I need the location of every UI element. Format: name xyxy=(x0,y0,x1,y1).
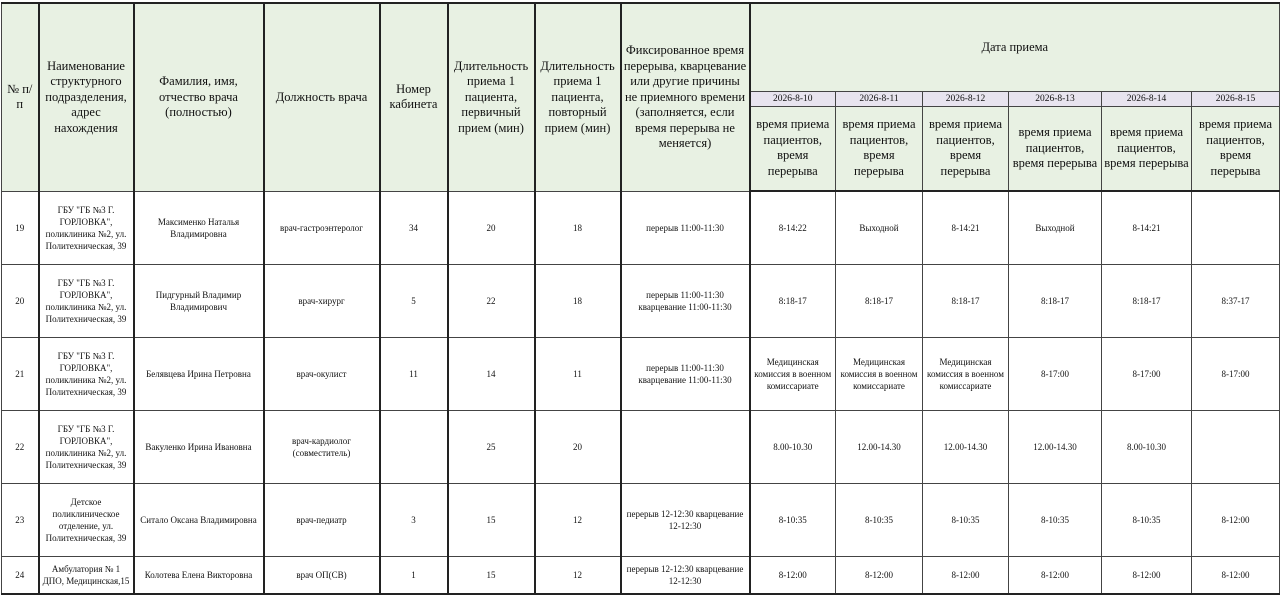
cell-day-schedule: 8:18-17 xyxy=(1009,265,1102,338)
cell-cabinet: 5 xyxy=(380,265,448,338)
cell-duration-primary: 25 xyxy=(448,411,535,484)
table-row xyxy=(2,411,1280,484)
cell-day-schedule: 8-12:00 xyxy=(1192,484,1280,557)
col-header-position: Должность врача xyxy=(264,3,380,191)
cell-duration-repeat: 18 xyxy=(535,191,621,265)
cell-num: 19 xyxy=(2,191,39,265)
date-header: 2026-8-10 xyxy=(750,91,836,106)
cell-position: врач ОП(СВ) xyxy=(264,557,380,595)
col-header-date-group: Дата приема xyxy=(750,3,1280,91)
cell-day-schedule: 8:18-17 xyxy=(750,265,836,338)
table-row xyxy=(2,484,1280,557)
col-header-dept: Наименование структурного подразделения, адрес нахождения xyxy=(39,3,134,191)
col-header-break: Фиксированное время перерыва, кварцевание или другие причины не приемного времени (заполняется, если время перерыва не меняется) xyxy=(621,3,750,191)
cell-duration-repeat: 12 xyxy=(535,484,621,557)
cell-day-schedule: 8-10:35 xyxy=(1102,484,1192,557)
cell-dept: Детское поликлиническое отделение, ул. Политехническая, 39 xyxy=(39,484,134,557)
cell-cabinet: 3 xyxy=(380,484,448,557)
cell-num: 21 xyxy=(2,338,39,411)
cell-day-schedule: 8-12:00 xyxy=(923,557,1009,595)
cell-day-schedule: 8.00-10.30 xyxy=(1102,411,1192,484)
cell-cabinet: 1 xyxy=(380,557,448,595)
cell-cabinet: 11 xyxy=(380,338,448,411)
cell-break: перерыв 12-12:30 кварцевание 12-12:30 xyxy=(621,557,750,595)
cell-duration-repeat: 18 xyxy=(535,265,621,338)
cell-break xyxy=(621,411,750,484)
cell-day-schedule: 8-12:00 xyxy=(750,557,836,595)
cell-day-schedule: Выходной xyxy=(1009,191,1102,265)
date-header: 2026-8-12 xyxy=(923,91,1009,106)
cell-doctor-name: Пидгурный Владимир Владимирович xyxy=(134,265,264,338)
cell-day-schedule: 8:18-17 xyxy=(836,265,923,338)
cell-day-schedule: 8:37-17 xyxy=(1192,265,1280,338)
cell-break: перерыв 11:00-11:30 xyxy=(621,191,750,265)
cell-doctor-name: Вакуленко Ирина Ивановна xyxy=(134,411,264,484)
cell-day-schedule: Медицинская комиссия в военном комиссариате xyxy=(923,338,1009,411)
cell-position: врач-кардиолог (совместитель) xyxy=(264,411,380,484)
date-header: 2026-8-11 xyxy=(836,91,923,106)
col-header-name: Фамилия, имя, отчество врача (полностью) xyxy=(134,3,264,191)
cell-day-schedule: 8-12:00 xyxy=(1192,557,1280,595)
cell-break: перерыв 11:00-11:30 кварцевание 11:00-11:30 xyxy=(621,338,750,411)
table-row xyxy=(2,191,1280,265)
col-header-duration-repeat: Длительность приема 1 пациента, повторный прием (мин) xyxy=(535,3,621,191)
cell-duration-primary: 15 xyxy=(448,484,535,557)
cell-day-schedule: 8-12:00 xyxy=(836,557,923,595)
cell-dept: Амбулатория № 1 ДПО, Медицинская,15 xyxy=(39,557,134,595)
time-label-header: время приема пациентов, время перерыва xyxy=(1192,106,1280,191)
cell-day-schedule: Медицинская комиссия в военном комиссариате xyxy=(750,338,836,411)
cell-num: 24 xyxy=(2,557,39,595)
cell-day-schedule: 8-10:35 xyxy=(923,484,1009,557)
date-header: 2026-8-15 xyxy=(1192,91,1280,106)
cell-position: врач-педиатр xyxy=(264,484,380,557)
col-header-duration-primary: Длительность приема 1 пациента, первичный прием (мин) xyxy=(448,3,535,191)
cell-duration-repeat: 12 xyxy=(535,557,621,595)
cell-position: врач-окулист xyxy=(264,338,380,411)
cell-day-schedule: 8-14:21 xyxy=(923,191,1009,265)
cell-day-schedule: 8:18-17 xyxy=(923,265,1009,338)
cell-doctor-name: Колотева Елена Викторовна xyxy=(134,557,264,595)
cell-day-schedule: 8-17:00 xyxy=(1009,338,1102,411)
cell-day-schedule: 8:18-17 xyxy=(1102,265,1192,338)
cell-day-schedule: 8-10:35 xyxy=(1009,484,1102,557)
time-label-header: время приема пациентов, время перерыва xyxy=(836,106,923,191)
cell-day-schedule: 8-14:22 xyxy=(750,191,836,265)
cell-cabinet xyxy=(380,411,448,484)
cell-day-schedule: 8-12:00 xyxy=(1102,557,1192,595)
date-header: 2026-8-14 xyxy=(1102,91,1192,106)
cell-day-schedule: 8-10:35 xyxy=(750,484,836,557)
cell-break: перерыв 12-12:30 кварцевание 12-12:30 xyxy=(621,484,750,557)
table-row xyxy=(2,557,1280,595)
cell-doctor-name: Ситало Оксана Владимировна xyxy=(134,484,264,557)
cell-day-schedule: Выходной xyxy=(836,191,923,265)
cell-day-schedule xyxy=(1192,191,1280,265)
cell-day-schedule: 8.00-10.30 xyxy=(750,411,836,484)
cell-duration-primary: 14 xyxy=(448,338,535,411)
cell-doctor-name: Максименко Наталья Владимировна xyxy=(134,191,264,265)
cell-day-schedule xyxy=(1192,411,1280,484)
time-label-header: время приема пациентов, время перерыва xyxy=(1009,106,1102,191)
schedule-table xyxy=(1,2,1280,595)
cell-doctor-name: Белявцева Ирина Петровна xyxy=(134,338,264,411)
table-row xyxy=(2,338,1280,411)
time-label-header: время приема пациентов, время перерыва xyxy=(1102,106,1192,191)
cell-break: перерыв 11:00-11:30 кварцевание 11:00-11:30 xyxy=(621,265,750,338)
cell-day-schedule: Медицинская комиссия в военном комиссариате xyxy=(836,338,923,411)
table-row xyxy=(2,265,1280,338)
cell-duration-primary: 15 xyxy=(448,557,535,595)
cell-duration-repeat: 11 xyxy=(535,338,621,411)
time-label-header: время приема пациентов, время перерыва xyxy=(750,106,836,191)
time-label-header: время приема пациентов, время перерыва xyxy=(923,106,1009,191)
cell-position: врач-хирург xyxy=(264,265,380,338)
cell-num: 20 xyxy=(2,265,39,338)
cell-day-schedule: 8-14:21 xyxy=(1102,191,1192,265)
date-header: 2026-8-13 xyxy=(1009,91,1102,106)
cell-dept: ГБУ "ГБ №3 Г. ГОРЛОВКА", поликлиника №2, ул. Политехническая, 39 xyxy=(39,338,134,411)
cell-day-schedule: 12.00-14.30 xyxy=(836,411,923,484)
col-header-num: № п/п xyxy=(2,3,39,191)
cell-day-schedule: 8-12:00 xyxy=(1009,557,1102,595)
cell-dept: ГБУ "ГБ №3 Г. ГОРЛОВКА", поликлиника №2, ул. Политехническая, 39 xyxy=(39,191,134,265)
cell-position: врач-гастроэнтеролог xyxy=(264,191,380,265)
cell-dept: ГБУ "ГБ №3 Г. ГОРЛОВКА", поликлиника №2, ул. Политехническая, 39 xyxy=(39,265,134,338)
cell-day-schedule: 8-10:35 xyxy=(836,484,923,557)
cell-duration-primary: 22 xyxy=(448,265,535,338)
cell-num: 22 xyxy=(2,411,39,484)
cell-day-schedule: 8-17:00 xyxy=(1102,338,1192,411)
cell-day-schedule: 12.00-14.30 xyxy=(1009,411,1102,484)
cell-duration-repeat: 20 xyxy=(535,411,621,484)
cell-duration-primary: 20 xyxy=(448,191,535,265)
cell-day-schedule: 8-17:00 xyxy=(1192,338,1280,411)
cell-cabinet: 34 xyxy=(380,191,448,265)
col-header-cabinet: Номер кабинета xyxy=(380,3,448,191)
cell-day-schedule: 12.00-14.30 xyxy=(923,411,1009,484)
cell-dept: ГБУ "ГБ №3 Г. ГОРЛОВКА", поликлиника №2, ул. Политехническая, 39 xyxy=(39,411,134,484)
cell-num: 23 xyxy=(2,484,39,557)
